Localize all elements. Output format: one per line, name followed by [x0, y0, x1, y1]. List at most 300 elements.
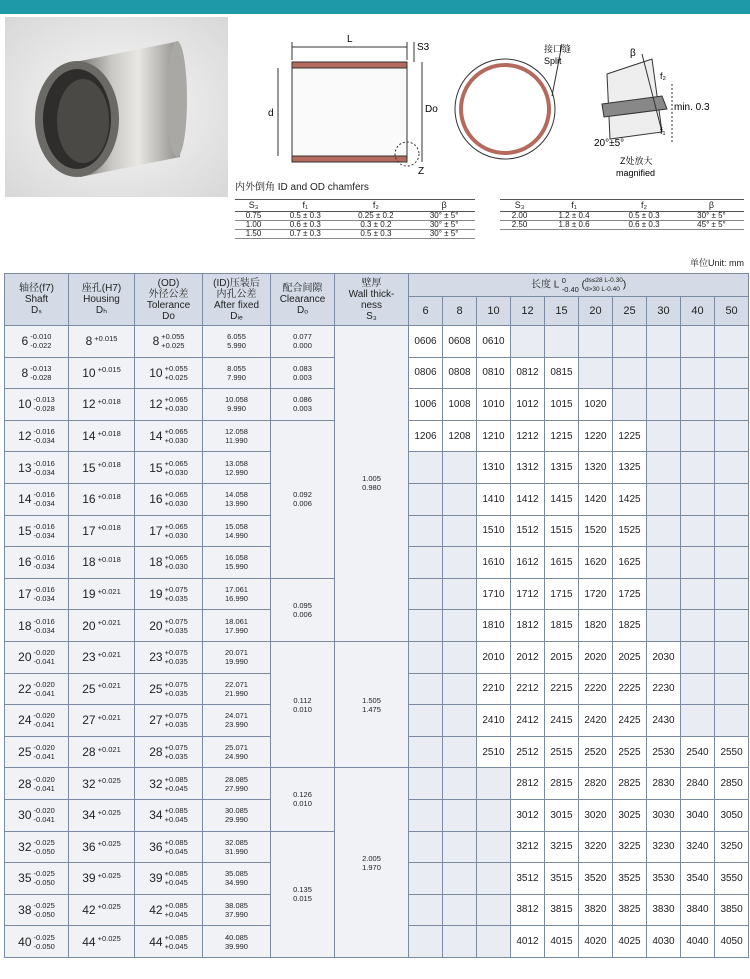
part-code: 4015	[545, 926, 579, 958]
tol-lower: +0.035	[164, 625, 188, 635]
tol-upper: -0.013	[33, 395, 55, 405]
clearance-cell	[271, 641, 335, 767]
empty-cell	[477, 831, 511, 863]
chamfer-row	[500, 221, 744, 230]
id-max: 25.071	[225, 743, 248, 753]
nominal: 23	[149, 650, 163, 665]
table-row	[5, 768, 749, 800]
id-min: 7.990	[227, 372, 246, 382]
wall-min: 1.475	[362, 704, 381, 714]
clearance-min: 0.003	[293, 372, 312, 382]
part-code: 1525	[613, 515, 647, 547]
part-code: 4012	[511, 926, 545, 958]
id-cell	[203, 736, 271, 768]
housing-cell	[69, 357, 135, 389]
part-code: 2215	[545, 673, 579, 705]
id-max: 14.058	[225, 490, 248, 500]
shaft-cell	[5, 452, 69, 484]
empty-cell	[715, 547, 749, 579]
header-od: (OD) 外径公差 Tolerance Do	[135, 274, 203, 326]
part-code: 1715	[545, 578, 579, 610]
chamfer-cell: 2.00	[500, 212, 539, 221]
nominal: 39	[82, 871, 96, 886]
empty-cell	[715, 389, 749, 421]
nominal: 20	[18, 650, 32, 665]
empty-cell	[647, 483, 681, 515]
id-min: 37.990	[225, 909, 248, 919]
clearance-max: 0.126	[293, 790, 312, 800]
id-max: 35.085	[225, 869, 248, 879]
nominal: 39	[149, 871, 163, 886]
part-code: 1510	[477, 515, 511, 547]
id-max: 6.055	[227, 332, 246, 342]
tol-upper: -0.016	[33, 585, 55, 595]
empty-cell	[409, 452, 443, 484]
header-length: 长度 L 0 -0.40 ( ds≤28 L-0.30 d>30 L-0.40 )	[409, 274, 749, 297]
id-cell	[203, 673, 271, 705]
chamfer-caption: 内外倒角 ID and OD chamfers	[235, 182, 369, 193]
part-code: 1312	[511, 452, 545, 484]
table-row	[5, 641, 749, 673]
id-cell	[203, 641, 271, 673]
part-code: 2412	[511, 705, 545, 737]
housing-cell	[69, 768, 135, 800]
nominal: 18	[18, 618, 32, 633]
nominal: 36	[82, 839, 96, 854]
part-code: 3225	[613, 831, 647, 863]
part-code: 2415	[545, 705, 579, 737]
id-max: 38.085	[225, 900, 248, 910]
tol-upper: -0.016	[33, 427, 55, 437]
chamfer-header: f₂	[338, 200, 413, 212]
nominal: 16	[149, 492, 163, 507]
clearance-max: 0.095	[293, 600, 312, 610]
tol-upper: -0.020	[33, 648, 55, 658]
nominal: 30	[18, 808, 32, 823]
clearance-cell	[271, 357, 335, 389]
od-cell	[135, 831, 203, 863]
part-code: 2230	[647, 673, 681, 705]
part-code: 2825	[613, 768, 647, 800]
tol-upper: +0.075	[164, 585, 188, 595]
od-cell	[135, 673, 203, 705]
clearance-min: 0.000	[293, 341, 312, 351]
nominal: 10	[18, 397, 32, 412]
id-min: 34.990	[225, 878, 248, 888]
tol-upper: -0.016	[33, 458, 55, 468]
od-cell	[135, 705, 203, 737]
shaft-cell	[5, 547, 69, 579]
tol-lower: -0.041	[33, 815, 55, 825]
tol-upper: +0.021	[97, 586, 121, 596]
tol-upper: -0.013	[30, 363, 52, 373]
tol-upper: +0.025	[97, 870, 121, 880]
nominal: 10	[149, 365, 163, 380]
chamfer-cell: 1.2 ± 0.4	[539, 212, 609, 221]
label-split-cn: 接口缝	[544, 44, 572, 54]
housing-cell	[69, 547, 135, 579]
id-cell	[203, 578, 271, 610]
id-min: 14.990	[225, 530, 248, 540]
label-f2: f₂	[660, 71, 666, 81]
empty-cell	[477, 799, 511, 831]
empty-cell	[647, 420, 681, 452]
shaft-cell	[5, 641, 69, 673]
chamfer-cell: 0.5 ± 0.3	[338, 230, 413, 239]
empty-cell	[477, 863, 511, 895]
empty-cell	[613, 389, 647, 421]
shaft-cell	[5, 926, 69, 958]
id-min: 39.990	[225, 941, 248, 951]
part-code: 0608	[443, 326, 477, 358]
part-code: 1215	[545, 420, 579, 452]
empty-cell	[443, 673, 477, 705]
clearance-min: 0.015	[293, 894, 312, 904]
nominal: 24	[18, 713, 32, 728]
tol-upper: -0.016	[33, 521, 55, 531]
nominal: 8	[21, 365, 29, 380]
nominal: 28	[82, 745, 96, 760]
empty-cell	[647, 326, 681, 358]
od-cell	[135, 641, 203, 673]
clearance-min: 0.003	[293, 404, 312, 414]
part-code: 4030	[647, 926, 681, 958]
id-min: 15.990	[225, 562, 248, 572]
length-header: 15	[545, 297, 579, 326]
tol-upper: +0.065	[164, 427, 188, 437]
tol-upper: +0.025	[97, 839, 121, 849]
tol-upper: +0.021	[97, 618, 121, 628]
nominal: 13	[18, 460, 32, 475]
empty-cell	[409, 831, 443, 863]
part-code: 1315	[545, 452, 579, 484]
nominal: 15	[18, 523, 32, 538]
bushing-drawings	[232, 14, 750, 199]
id-cell	[203, 610, 271, 642]
tol-lower: +0.035	[164, 752, 188, 762]
empty-cell	[647, 357, 681, 389]
chamfer-header: f₁	[539, 200, 609, 212]
od-cell	[135, 547, 203, 579]
tol-lower: +0.035	[164, 720, 188, 730]
od-cell	[135, 357, 203, 389]
nominal: 27	[82, 713, 96, 728]
empty-cell	[681, 420, 715, 452]
tol-lower: +0.045	[164, 815, 188, 825]
part-code: 3250	[715, 831, 749, 863]
id-cell	[203, 452, 271, 484]
chamfer-header: f₁	[272, 200, 338, 212]
shaft-cell	[5, 326, 69, 358]
nominal: 18	[82, 555, 96, 570]
part-code: 0806	[409, 357, 443, 389]
nominal: 17	[149, 523, 163, 538]
tol-upper: +0.025	[97, 807, 121, 817]
part-code: 4025	[613, 926, 647, 958]
part-code: 3230	[647, 831, 681, 863]
part-code: 0610	[477, 326, 511, 358]
shaft-cell	[5, 736, 69, 768]
nominal: 14	[149, 429, 163, 444]
nominal: 16	[18, 555, 32, 570]
part-code: 1612	[511, 547, 545, 579]
table-row	[5, 326, 749, 358]
nominal: 35	[18, 871, 32, 886]
part-code: 2820	[579, 768, 613, 800]
housing-cell	[69, 515, 135, 547]
bushing-size-table	[4, 273, 749, 958]
chamfer-cell: 0.7 ± 0.3	[272, 230, 338, 239]
empty-cell	[443, 705, 477, 737]
label-z-cn: Z处放大	[620, 156, 653, 166]
part-code: 3015	[545, 799, 579, 831]
top-accent-bar	[0, 0, 750, 14]
id-cell	[203, 420, 271, 452]
housing-cell	[69, 736, 135, 768]
nominal: 23	[82, 650, 96, 665]
housing-cell	[69, 641, 135, 673]
shaft-cell	[5, 610, 69, 642]
part-code: 4040	[681, 926, 715, 958]
part-code: 1212	[511, 420, 545, 452]
tol-upper: +0.085	[164, 806, 188, 816]
nominal: 20	[149, 618, 163, 633]
tol-upper: -0.025	[33, 932, 55, 942]
nominal: 22	[18, 681, 32, 696]
part-code: 2812	[511, 768, 545, 800]
tol-upper: -0.025	[33, 837, 55, 847]
clearance-cell	[271, 420, 335, 578]
part-code: 4020	[579, 926, 613, 958]
part-code: 1815	[545, 610, 579, 642]
nominal: 8	[152, 334, 160, 349]
part-code: 3820	[579, 894, 613, 926]
id-max: 24.071	[225, 711, 248, 721]
tol-upper: +0.018	[97, 396, 121, 406]
chamfer-header: S₃	[235, 200, 272, 212]
tol-lower: -0.034	[33, 562, 55, 572]
nominal: 32	[18, 839, 32, 854]
part-code: 3825	[613, 894, 647, 926]
label-Do: Do	[425, 104, 438, 115]
tol-lower: -0.050	[33, 846, 55, 856]
empty-cell	[443, 863, 477, 895]
length-header: 6	[409, 297, 443, 326]
tol-upper: +0.075	[164, 711, 188, 721]
label-magnified: magnified	[616, 168, 656, 178]
label-d: d	[268, 108, 274, 119]
id-min: 19.990	[225, 657, 248, 667]
tol-upper: +0.065	[164, 458, 188, 468]
part-code: 2420	[579, 705, 613, 737]
chamfer-cell: 1.8 ± 0.6	[539, 221, 609, 230]
empty-cell	[681, 515, 715, 547]
part-code: 3550	[715, 863, 749, 895]
chamfer-header: S₃	[500, 200, 539, 212]
id-min: 24.990	[225, 752, 248, 762]
od-cell	[135, 926, 203, 958]
clearance-cell	[271, 578, 335, 641]
id-min: 16.990	[225, 594, 248, 604]
nominal: 14	[82, 429, 96, 444]
part-code: 1020	[579, 389, 613, 421]
id-max: 17.061	[225, 585, 248, 595]
id-cell	[203, 799, 271, 831]
wall-max: 2.005	[362, 853, 381, 863]
clearance-max: 0.077	[293, 332, 312, 342]
nominal: 40	[18, 934, 32, 949]
empty-cell	[477, 894, 511, 926]
shaft-cell	[5, 357, 69, 389]
part-code: 1610	[477, 547, 511, 579]
nominal: 27	[149, 713, 163, 728]
tol-lower: -0.034	[33, 625, 55, 635]
empty-cell	[681, 357, 715, 389]
part-code: 2830	[647, 768, 681, 800]
part-code: 1210	[477, 420, 511, 452]
id-cell	[203, 768, 271, 800]
od-cell	[135, 483, 203, 515]
id-cell	[203, 863, 271, 895]
housing-cell	[69, 483, 135, 515]
part-code: 1008	[443, 389, 477, 421]
part-code: 2840	[681, 768, 715, 800]
tol-upper: +0.021	[97, 649, 121, 659]
part-code: 1412	[511, 483, 545, 515]
id-min: 12.990	[225, 467, 248, 477]
clearance-max: 0.086	[293, 395, 312, 405]
tol-upper: +0.018	[97, 523, 121, 533]
empty-cell	[579, 326, 613, 358]
empty-cell	[409, 515, 443, 547]
header-shaft: 轴径(f7) Shaft Dₛ	[5, 274, 69, 326]
chamfer-header: β	[413, 200, 475, 212]
chamfer-cell: 0.5 ± 0.3	[609, 212, 679, 221]
id-max: 40.085	[225, 932, 248, 942]
od-cell	[135, 420, 203, 452]
part-code: 1225	[613, 420, 647, 452]
wall-cell	[335, 326, 409, 642]
nominal: 12	[149, 397, 163, 412]
tol-lower: -0.050	[33, 909, 55, 919]
part-code: 2430	[647, 705, 681, 737]
part-code: 2220	[579, 673, 613, 705]
empty-cell	[715, 420, 749, 452]
nominal: 19	[149, 587, 163, 602]
length-header: 30	[647, 297, 681, 326]
nominal: 8	[85, 334, 93, 349]
chamfer-header: β	[679, 200, 744, 212]
part-code: 3025	[613, 799, 647, 831]
tol-lower: +0.035	[164, 594, 188, 604]
part-code: 0808	[443, 357, 477, 389]
tol-upper: +0.021	[97, 681, 121, 691]
od-cell	[135, 894, 203, 926]
tol-upper: +0.075	[164, 679, 188, 689]
nominal: 14	[18, 492, 32, 507]
nominal: 12	[82, 397, 96, 412]
chamfer-table-right	[500, 199, 744, 230]
part-code: 0812	[511, 357, 545, 389]
part-code: 2030	[647, 641, 681, 673]
nominal: 32	[149, 776, 163, 791]
part-code: 2212	[511, 673, 545, 705]
part-code: 1010	[477, 389, 511, 421]
clearance-min: 0.010	[293, 704, 312, 714]
header-id: (ID)压装后 内孔公差 After fixed Dᵢₑ	[203, 274, 271, 326]
tol-upper: -0.025	[33, 900, 55, 910]
empty-cell	[715, 483, 749, 515]
id-cell	[203, 357, 271, 389]
housing-cell	[69, 389, 135, 421]
empty-cell	[443, 641, 477, 673]
tol-upper: +0.085	[164, 869, 188, 879]
length-header: 50	[715, 297, 749, 326]
part-code: 1512	[511, 515, 545, 547]
part-code: 1310	[477, 452, 511, 484]
part-code: 1006	[409, 389, 443, 421]
empty-cell	[647, 389, 681, 421]
nominal: 10	[82, 365, 96, 380]
tol-upper: +0.055	[164, 363, 188, 373]
label-split-en: Split	[544, 56, 562, 66]
id-cell	[203, 326, 271, 358]
tol-upper: -0.016	[33, 490, 55, 500]
part-code: 2015	[545, 641, 579, 673]
part-code: 2815	[545, 768, 579, 800]
tol-upper: +0.018	[97, 428, 121, 438]
part-code: 2425	[613, 705, 647, 737]
part-code: 2540	[681, 736, 715, 768]
empty-cell	[647, 515, 681, 547]
part-code: 2512	[511, 736, 545, 768]
clearance-cell	[271, 389, 335, 421]
empty-cell	[443, 831, 477, 863]
empty-cell	[613, 326, 647, 358]
empty-cell	[511, 326, 545, 358]
part-code: 2850	[715, 768, 749, 800]
tol-lower: -0.028	[30, 372, 52, 382]
id-max: 20.071	[225, 648, 248, 658]
id-max: 10.058	[225, 395, 248, 405]
id-max: 12.058	[225, 427, 248, 437]
id-cell	[203, 926, 271, 958]
tol-upper: -0.020	[33, 679, 55, 689]
part-code: 3515	[545, 863, 579, 895]
id-min: 29.990	[225, 815, 248, 825]
part-code: 2210	[477, 673, 511, 705]
tol-lower: -0.041	[33, 688, 55, 698]
part-code: 3830	[647, 894, 681, 926]
chamfer-cell: 0.75	[235, 212, 272, 221]
tol-lower: -0.034	[33, 499, 55, 509]
empty-cell	[477, 768, 511, 800]
id-cell	[203, 705, 271, 737]
id-cell	[203, 389, 271, 421]
tol-upper: -0.020	[33, 743, 55, 753]
length-header: 25	[613, 297, 647, 326]
part-code: 3512	[511, 863, 545, 895]
part-code: 2025	[613, 641, 647, 673]
tol-lower: -0.041	[33, 657, 55, 667]
part-code: 3240	[681, 831, 715, 863]
shaft-cell	[5, 420, 69, 452]
wall-cell	[335, 641, 409, 767]
od-cell	[135, 863, 203, 895]
tol-upper: +0.085	[164, 774, 188, 784]
part-code: 0815	[545, 357, 579, 389]
nominal: 34	[82, 808, 96, 823]
